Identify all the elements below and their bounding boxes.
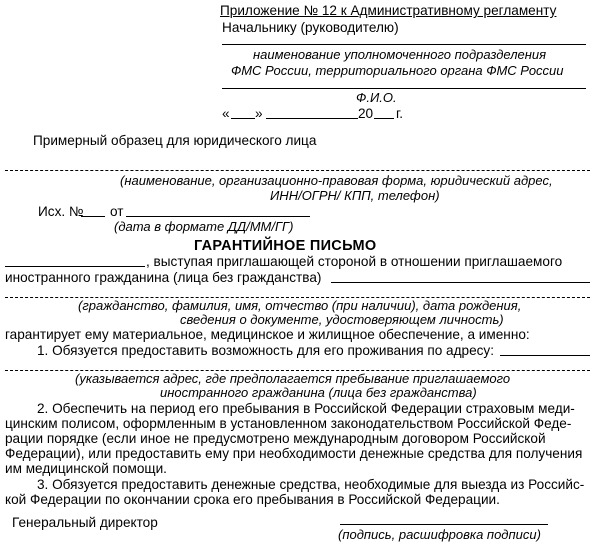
date-day-line — [231, 118, 255, 119]
item2-line: им медицинской помощи. — [5, 461, 167, 476]
letter-title: ГАРАНТИЙНОЕ ПИСЬМО — [194, 238, 377, 254]
address-hint-line2: иностранного гражданина (лица без гражданства) — [160, 385, 477, 400]
fio-hint: Ф.И.О. — [356, 90, 397, 105]
organization-line — [5, 170, 590, 171]
person-hint-line1: (гражданство, фамилия, имя, отчество (при наличии), дата рождения, — [78, 298, 522, 313]
org-hint-line1: (наименование, организационно-правовая форма, юридический адрес, — [120, 173, 553, 188]
item2-line: Федерации), или предоставить ему при необходимости денежные средства для получения — [5, 446, 583, 461]
org-hint-line2: ИНН/ОГРН/ КПП, телефон) — [270, 188, 440, 203]
unit-name-line — [222, 44, 586, 45]
intro-line1: , выступая приглашающей стороной в отношении приглашаемого — [146, 254, 563, 269]
date-year-suffix: г. — [396, 106, 404, 121]
addressee: Начальнику (руководителю) — [222, 20, 399, 35]
date-quote-close: » — [255, 106, 263, 121]
unit-hint-line2: ФМС России, территориального органа ФМС России — [231, 63, 564, 78]
person-hint-line2: сведения о документе, удостоверяющем личность) — [180, 312, 504, 327]
fio-line — [222, 88, 586, 89]
guarantee-text: гарантирует ему материальное, медицинское и жилищное обеспечение, а именно: — [5, 327, 530, 342]
intro-line2: иностранного гражданина (лица без гражданства) — [5, 270, 322, 285]
date-year-prefix: 20 — [358, 106, 374, 121]
address-hint-line1: (указывается адрес, где предполагается пребывание приглашаемого — [75, 371, 511, 386]
foreigner-line-1 — [331, 282, 590, 283]
date-quote-open: « — [222, 106, 230, 121]
date-month-line — [266, 118, 358, 119]
date-year-line — [374, 118, 394, 119]
item3-line: 3. Обязуется предоставить денежные средства, необходимые для выезда из Российс- — [37, 477, 585, 492]
item1-text: 1. Обязуется предоставить возможность для его проживания по адресу: — [37, 343, 495, 358]
inviter-name-line — [5, 266, 145, 267]
unit-hint-line1: наименование уполномоченного подразделения — [253, 47, 547, 62]
annex-title: Приложение № 12 к Административному регламенту — [220, 3, 557, 18]
item3-line: кой Федерации по окончании срока его пребывания в Российской Федерации. — [5, 492, 500, 507]
outgoing-number-label: Исх. № — [38, 204, 84, 219]
item2-line: 2. Обеспечить на период его пребывания в Российской Федерации страховым меди- — [37, 401, 575, 416]
address-line-1 — [500, 355, 590, 356]
outgoing-date-hint: (дата в формате ДД/ММ/ГГ) — [114, 219, 294, 234]
signature-line — [340, 524, 548, 525]
item2-line: цинским полисом, оформленным в установленном законодательством Российской Феде- — [5, 416, 572, 431]
outgoing-number-line — [81, 216, 105, 217]
outgoing-from-label: от — [110, 204, 124, 219]
signatory-position: Генеральный директор — [12, 515, 158, 530]
sample-label: Примерный образец для юридического лица — [33, 133, 317, 148]
outgoing-date-line — [126, 216, 310, 217]
item2-line: рации порядке (если иное не предусмотрено международным договором Российской — [5, 431, 546, 446]
signature-hint: (подпись, расшифровка подписи) — [338, 527, 541, 542]
